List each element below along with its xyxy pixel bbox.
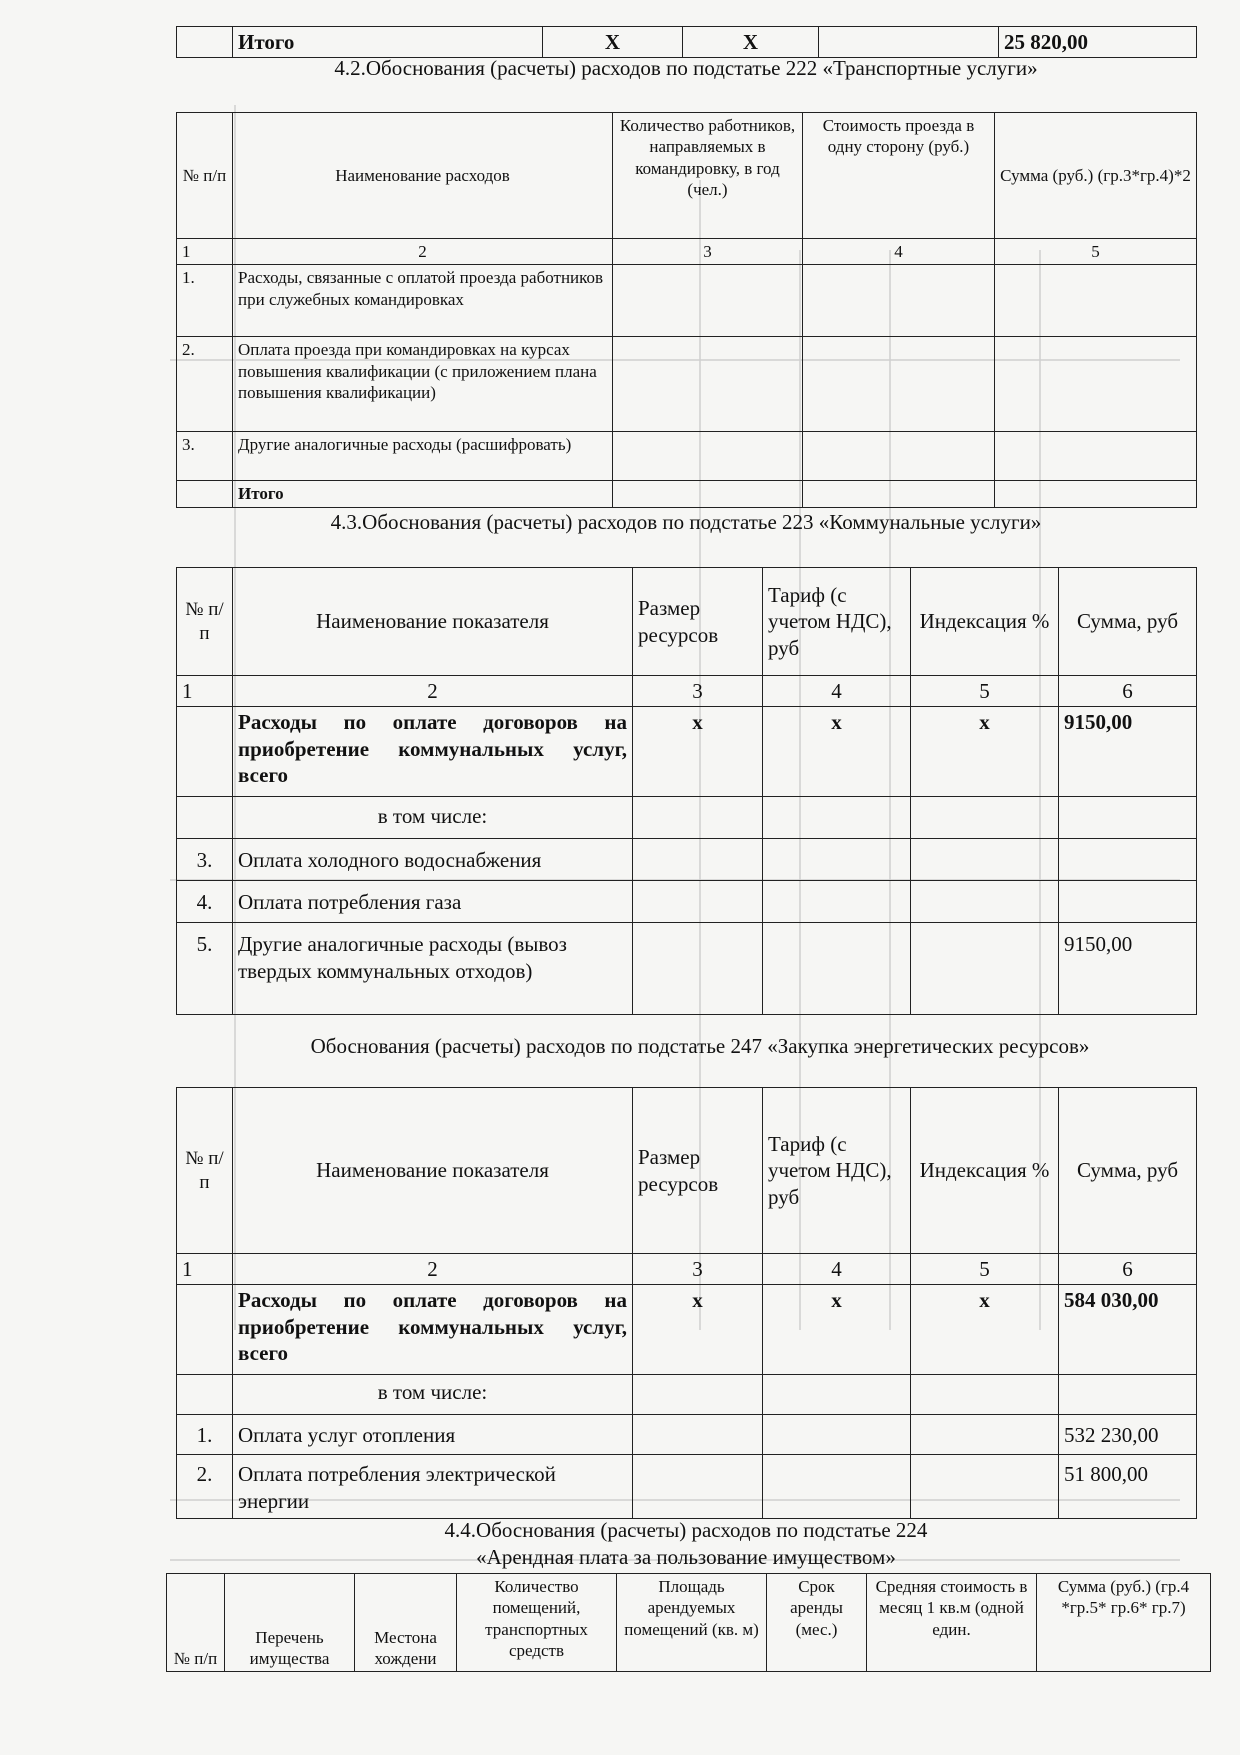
s223-row-name: Другие аналогичные расходы (вывоз твердых коммунальных отходов) bbox=[233, 923, 633, 1015]
s223-main-c5: х bbox=[911, 707, 1059, 797]
table-row bbox=[177, 1415, 1197, 1455]
s223-colnum-6: 6 bbox=[1059, 676, 1197, 707]
section-224-title-line2: «Арендная плата за пользование имуществом» bbox=[476, 1545, 896, 1569]
s247-header-num: № п/п bbox=[177, 1088, 233, 1254]
s247-row-name: Оплата потребления электрической энергии bbox=[233, 1455, 633, 1519]
s247-header-tariff: Тариф (с учетом НДС), руб bbox=[763, 1088, 911, 1254]
s222-colnum-5: 5 bbox=[995, 239, 1197, 265]
s223-colnum-3: 3 bbox=[633, 676, 763, 707]
s247-colnum-5: 5 bbox=[911, 1254, 1059, 1285]
section-223-table bbox=[176, 567, 1197, 1015]
section-223-title: 4.3.Обоснования (расчеты) расходов по подстатье 223 «Коммунальные услуги» bbox=[330, 510, 1042, 534]
section-224-header-row bbox=[167, 1574, 1211, 1672]
s247-row-name: Оплата услуг отопления bbox=[233, 1415, 633, 1455]
s222-colnum-2: 2 bbox=[233, 239, 613, 265]
s222-colnum-3: 3 bbox=[613, 239, 803, 265]
s223-including-row bbox=[177, 797, 1197, 839]
s247-colnum-4: 4 bbox=[763, 1254, 911, 1285]
s247-colnum-1: 1 bbox=[177, 1254, 233, 1285]
s223-header-size: Размер ресурсов bbox=[633, 568, 763, 676]
table-row bbox=[177, 881, 1197, 923]
s247-row-sum: 532 230,00 bbox=[1059, 1415, 1197, 1455]
section-222-table bbox=[176, 112, 1197, 508]
section-247-header-row bbox=[177, 1088, 1197, 1254]
s223-including-label: в том числе: bbox=[233, 797, 633, 839]
s222-row-name: Оплата проезда при командировках на курсах повышения квалификации (с приложением плана повышения квалификации) bbox=[233, 337, 613, 432]
top-total-label: Итого bbox=[233, 27, 543, 58]
s247-main-sum: 584 030,00 bbox=[1059, 1285, 1197, 1375]
s223-row-num: 4. bbox=[177, 881, 233, 923]
s222-header-cost: Стоимость проезда в одну сторону (руб.) bbox=[803, 113, 995, 239]
s223-colnum-5: 5 bbox=[911, 676, 1059, 707]
table-row bbox=[177, 432, 1197, 481]
s222-row-num: 3. bbox=[177, 432, 233, 481]
s224-header-avg-cost: Средняя стоимость в месяц 1 кв.м (одной един. bbox=[867, 1574, 1037, 1672]
s223-header-name: Наименование показателя bbox=[233, 568, 633, 676]
s223-main-c4: х bbox=[763, 707, 911, 797]
section-224-table bbox=[166, 1573, 1211, 1672]
s222-total-label: Итого bbox=[233, 481, 613, 507]
table-row bbox=[177, 923, 1197, 1015]
s247-main-row bbox=[177, 1285, 1197, 1375]
table-row bbox=[177, 265, 1197, 337]
s223-row-name: Оплата потребления газа bbox=[233, 881, 633, 923]
s247-row-num: 1. bbox=[177, 1415, 233, 1455]
s247-header-name: Наименование показателя bbox=[233, 1088, 633, 1254]
s223-header-index: Индексация % bbox=[911, 568, 1059, 676]
s222-colnum-1: 1 bbox=[177, 239, 233, 265]
s223-main-row bbox=[177, 707, 1197, 797]
top-total-x-1: X bbox=[543, 27, 683, 58]
section-223-header-row bbox=[177, 568, 1197, 676]
section-222-header-row bbox=[177, 113, 1197, 239]
section-222-title: 4.2.Обоснования (расчеты) расходов по подстатье 222 «Транспортные услуги» bbox=[334, 56, 1038, 80]
section-224-title-line1: 4.4.Обоснования (расчеты) расходов по подстатье 224 bbox=[444, 1518, 928, 1542]
table-row bbox=[177, 1455, 1197, 1519]
s223-main-sum: 9150,00 bbox=[1059, 707, 1197, 797]
s224-header-sum: Сумма (руб.) (гр.4 *гр.5* гр.6* гр.7) bbox=[1037, 1574, 1211, 1672]
s223-colnum-1: 1 bbox=[177, 676, 233, 707]
s222-header-workers: Количество работников, направляемых в командировку, в год (чел.) bbox=[613, 113, 803, 239]
s223-header-sum: Сумма, руб bbox=[1059, 568, 1197, 676]
s223-row-sum bbox=[1059, 839, 1197, 881]
s247-including-label: в том числе: bbox=[233, 1375, 633, 1415]
s222-col-numbers-row bbox=[177, 239, 1197, 265]
s247-colnum-3: 3 bbox=[633, 1254, 763, 1285]
top-total-value: 25 820,00 bbox=[999, 27, 1197, 58]
section-247-table bbox=[176, 1087, 1197, 1519]
s247-colnum-6: 6 bbox=[1059, 1254, 1197, 1285]
s247-colnum-2: 2 bbox=[233, 1254, 633, 1285]
s247-including-row bbox=[177, 1375, 1197, 1415]
s222-header-sum: Сумма (руб.) (гр.3*гр.4)*2 bbox=[995, 113, 1197, 239]
s247-row-num: 2. bbox=[177, 1455, 233, 1519]
s223-row-sum bbox=[1059, 881, 1197, 923]
s223-main-c3: х bbox=[633, 707, 763, 797]
s223-col-numbers-row bbox=[177, 676, 1197, 707]
section-247-title: Обоснования (расчеты) расходов по подстатье 247 «Закупка энергетических ресурсов» bbox=[310, 1034, 1090, 1058]
s224-header-term: Срок аренды (мес.) bbox=[767, 1574, 867, 1672]
s247-main-c3: х bbox=[633, 1285, 763, 1375]
top-total-x-2: X bbox=[683, 27, 819, 58]
s247-header-sum: Сумма, руб bbox=[1059, 1088, 1197, 1254]
s223-colnum-4: 4 bbox=[763, 676, 911, 707]
s224-header-area: Площадь арендуемых помещений (кв. м) bbox=[617, 1574, 767, 1672]
s222-row-num: 1. bbox=[177, 265, 233, 337]
s247-header-index: Индексация % bbox=[911, 1088, 1059, 1254]
table-row bbox=[177, 839, 1197, 881]
s223-colnum-2: 2 bbox=[233, 676, 633, 707]
s223-header-tariff: Тариф (с учетом НДС), руб bbox=[763, 568, 911, 676]
s223-row-num: 5. bbox=[177, 923, 233, 1015]
s222-header-num: № п/п bbox=[177, 113, 233, 239]
s223-row-name: Оплата холодного водоснабжения bbox=[233, 839, 633, 881]
s224-header-count: Количество помещений, транспортных средств bbox=[457, 1574, 617, 1672]
top-total-table bbox=[176, 26, 1197, 58]
s222-colnum-4: 4 bbox=[803, 239, 995, 265]
s223-main-name: Расходы по оплате договоров на приобретение коммунальных услуг, всего bbox=[233, 707, 633, 797]
table-row bbox=[177, 337, 1197, 432]
s223-header-num: № п/п bbox=[177, 568, 233, 676]
top-total-empty bbox=[819, 27, 999, 58]
s222-row-name: Другие аналогичные расходы (расшифровать) bbox=[233, 432, 613, 481]
s222-total-row bbox=[177, 481, 1197, 507]
s247-main-c5: х bbox=[911, 1285, 1059, 1375]
s247-main-c4: х bbox=[763, 1285, 911, 1375]
s247-header-size: Размер ресурсов bbox=[633, 1088, 763, 1254]
s247-col-numbers-row bbox=[177, 1254, 1197, 1285]
s224-header-property: Перечень имущества bbox=[225, 1574, 355, 1672]
s224-header-num: № п/п bbox=[167, 1574, 225, 1672]
s222-header-name: Наименование расходов bbox=[233, 113, 613, 239]
s223-row-sum: 9150,00 bbox=[1059, 923, 1197, 1015]
s222-row-num: 2. bbox=[177, 337, 233, 432]
s247-row-sum: 51 800,00 bbox=[1059, 1455, 1197, 1519]
s224-header-location: Местона хождени bbox=[355, 1574, 457, 1672]
s223-row-num: 3. bbox=[177, 839, 233, 881]
s222-row-name: Расходы, связанные с оплатой проезда работников при служебных командировках bbox=[233, 265, 613, 337]
s247-main-name: Расходы по оплате договоров на приобретение коммунальных услуг, всего bbox=[233, 1285, 633, 1375]
